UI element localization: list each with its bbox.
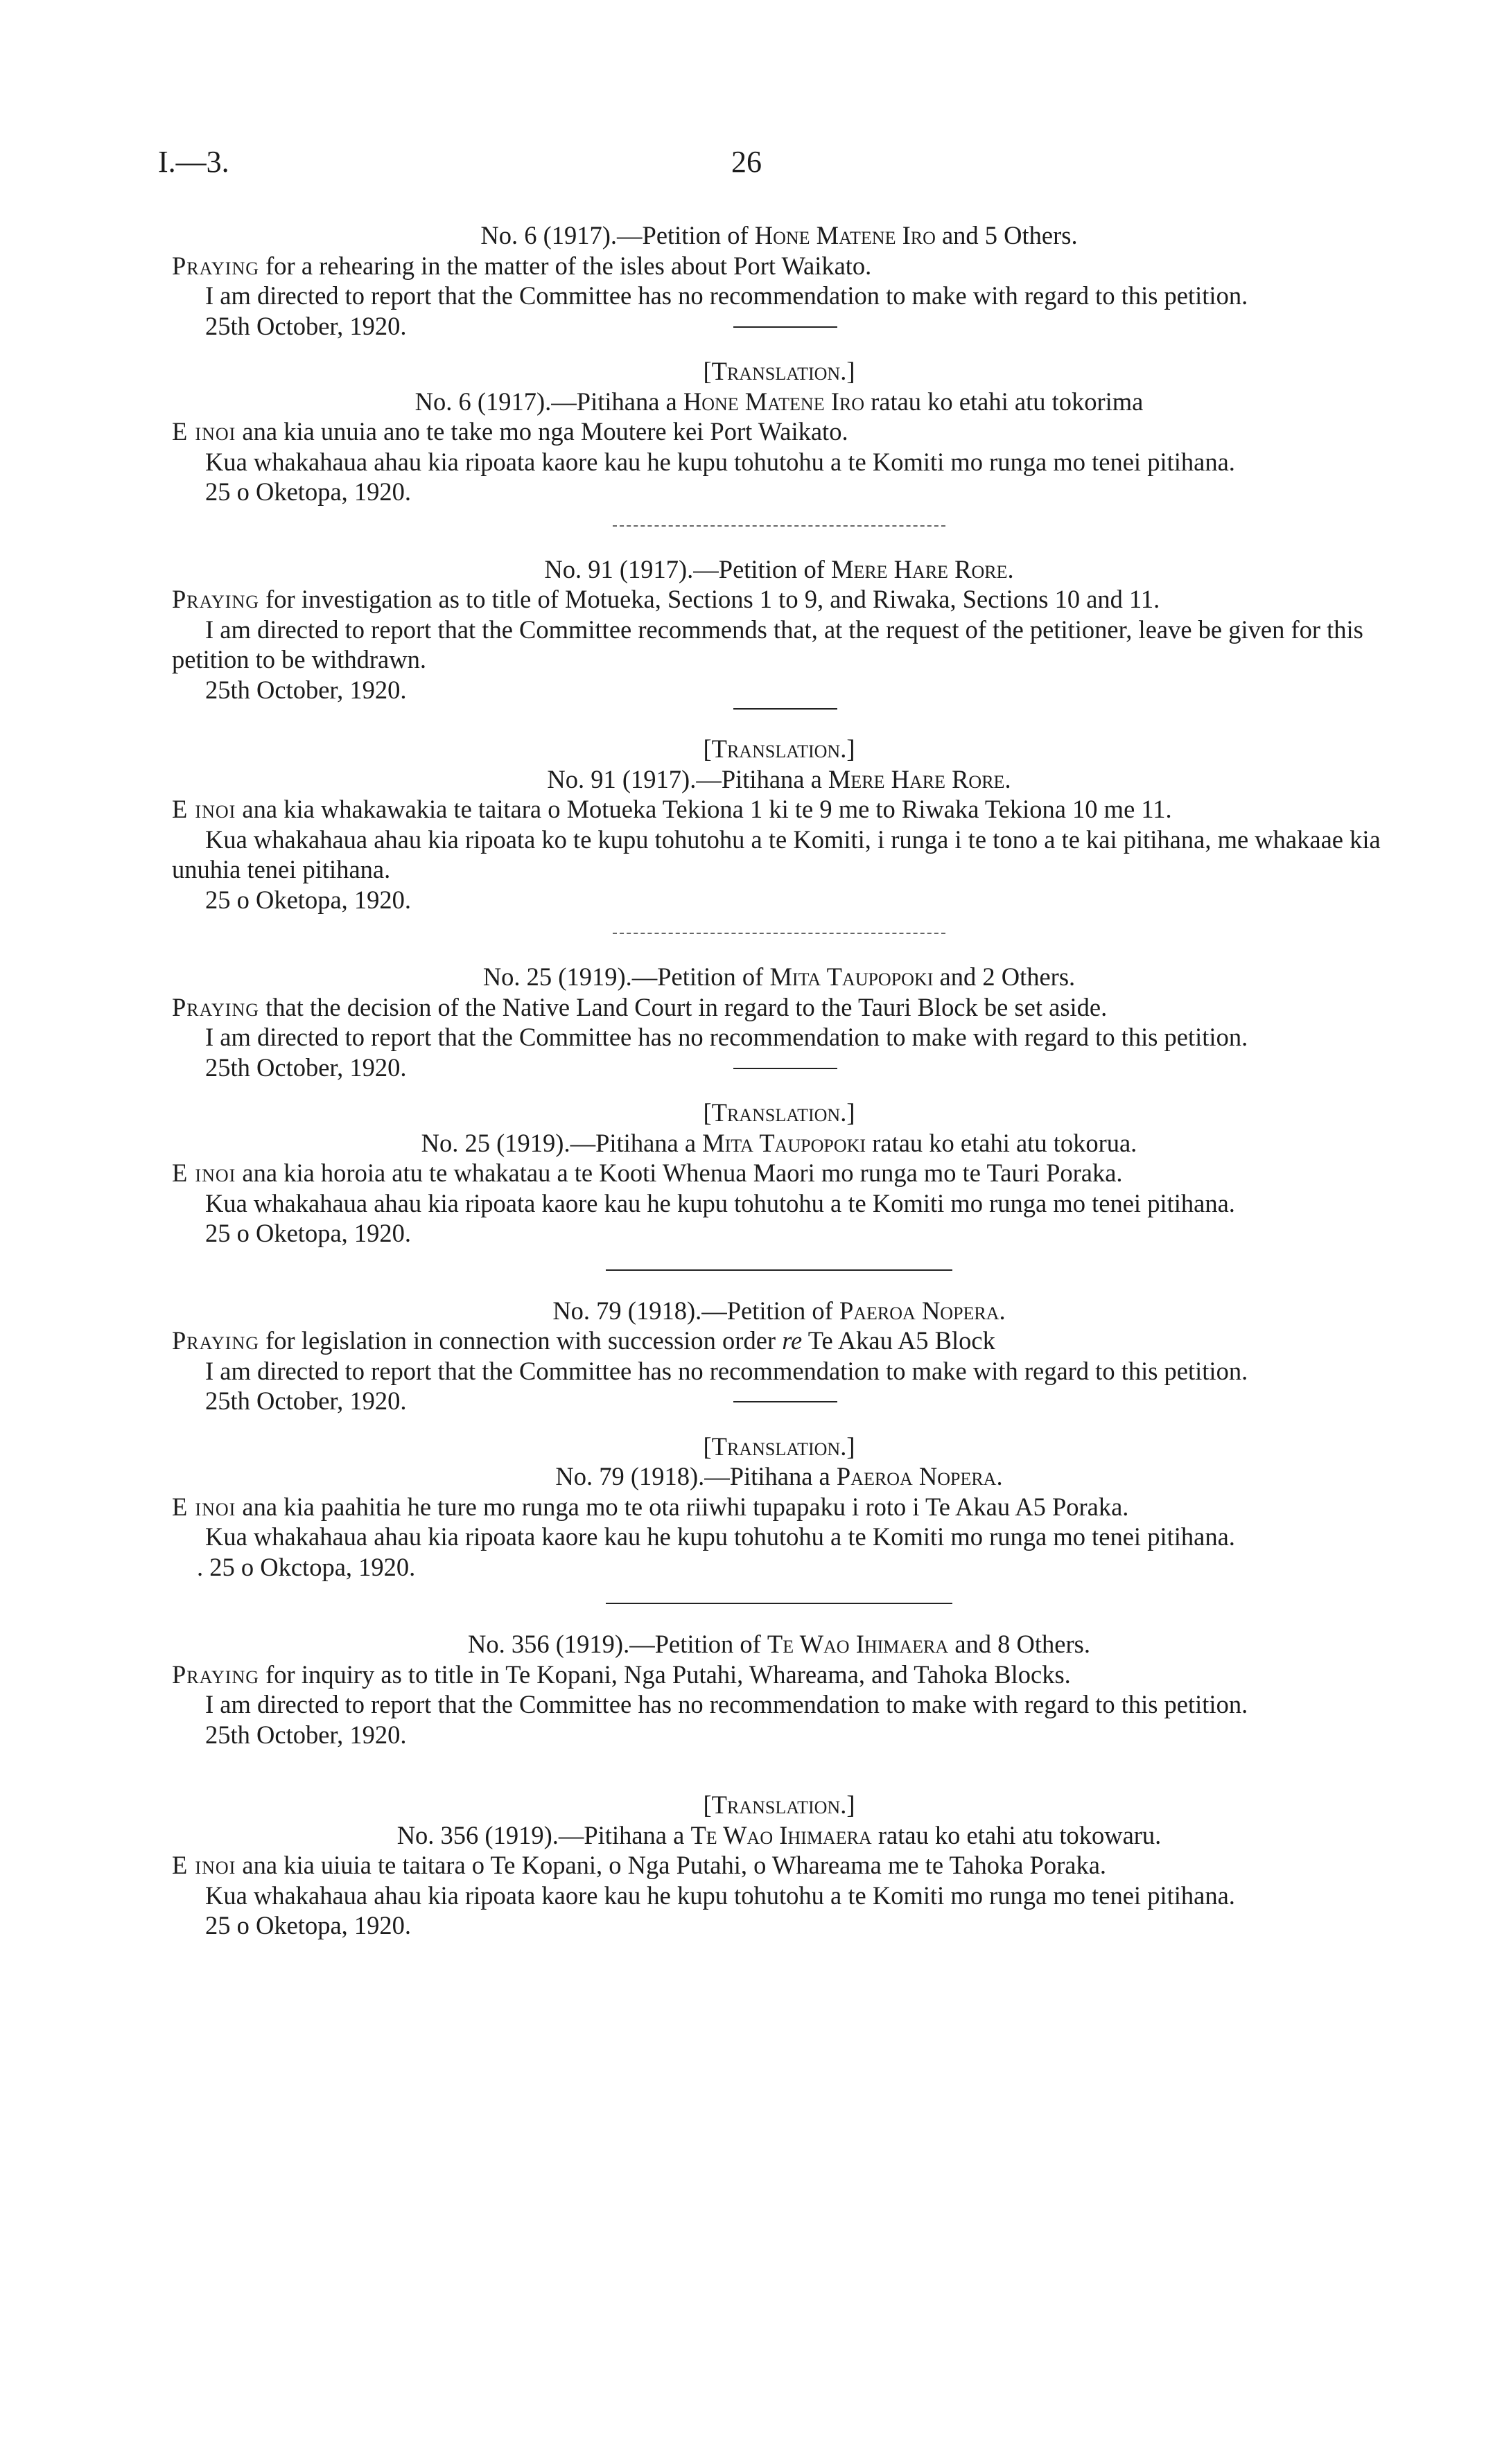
short-rule	[733, 708, 837, 710]
maori-date: 25 o Oketopa, 1920.	[205, 1219, 412, 1247]
translation-label: [Translation.]	[703, 1432, 855, 1461]
inoi-paragraph: E inoi ana kia whakawakia te taitara o Motueka Tekiona 1 ki te 9 me to Riwaka Tekiona 10 me 11.	[172, 795, 1172, 823]
dashed-separator	[613, 525, 945, 527]
section-reference: I.—3.	[158, 145, 229, 179]
maori-title: No. 25 (1919).—Pitihana a Mita Taupopoki ratau ko etahi atu tokorua.	[421, 1128, 1137, 1157]
petition-entry	[172, 220, 1386, 527]
petition-title: No. 91 (1917).—Petition of Mere Hare Rore.	[544, 554, 1014, 583]
report-paragraph: I am directed to report that the Committee recommends that, at the request of the petitioner, leave be given for this petition to be withdrawn.	[172, 615, 1363, 674]
maori-date: 25 o Oketopa, 1920.	[205, 1911, 412, 1939]
maori-title: No. 6 (1917).—Pitihana a Hone Matene Iro ratau ko etahi atu tokorima	[414, 387, 1144, 416]
maori-title: No. 79 (1918).—Pitihana a Paeroa Nopera.	[555, 1462, 1003, 1490]
section-separator	[606, 1603, 952, 1604]
petition-entry	[172, 962, 1386, 1271]
report-paragraph: I am directed to report that the Committee has no recommendation to make with regard to this petition.	[205, 1356, 1248, 1385]
page-number: 26	[731, 145, 762, 179]
maori-report-paragraph: Kua whakahaua ahau kia ripoata kaore kau he kupu tohutohu a te Komiti mo runga mo tenei pitihana.	[205, 1188, 1235, 1217]
report-date: 25th October, 1920.	[205, 1720, 407, 1749]
praying-paragraph: Praying for investigation as to title of Motueka, Sections 1 to 9, and Riwaka, Sections 10 and 11.	[172, 585, 1160, 613]
maori-date: 25 o Oketopa, 1920.	[205, 885, 412, 914]
inoi-paragraph: E inoi ana kia unuia ano te take mo nga Moutere kei Port Waikato.	[172, 417, 848, 446]
maori-report-paragraph: Kua whakahaua ahau kia ripoata ko te kupu tohutohu a te Komiti, i runga i te tono a te kai pitihana, me whakaae kia unuhia tenei pitihana.	[172, 825, 1381, 883]
maori-report-paragraph: Kua whakahaua ahau kia ripoata kaore kau he kupu tohutohu a te Komiti mo runga mo tenei pitihana.	[205, 1881, 1235, 1910]
translation-label: [Translation.]	[703, 734, 855, 763]
translation-label: [Translation.]	[703, 1790, 855, 1819]
praying-paragraph: Praying that the decision of the Native Land Court in regard to the Tauri Block be set aside.	[172, 992, 1108, 1021]
report-paragraph: I am directed to report that the Committee has no recommendation to make with regard to this petition.	[205, 1690, 1248, 1718]
translation-label: [Translation.]	[703, 1098, 855, 1127]
praying-paragraph: Praying for a rehearing in the matter of the isles about Port Waikato.	[172, 251, 872, 280]
report-date: 25th October, 1920.	[205, 1387, 407, 1415]
maori-date: 25 o Oketopa, 1920.	[205, 477, 412, 506]
short-rule	[733, 326, 837, 328]
report-date: 25th October, 1920.	[205, 1053, 407, 1082]
maori-date: . 25 o Okctopa, 1920.	[197, 1552, 416, 1581]
petition-title: No. 356 (1919).—Petition of Te Wao Ihimaera and 8 Others.	[468, 1630, 1090, 1658]
short-rule	[733, 1401, 837, 1402]
section-separator	[606, 1269, 952, 1271]
petition-title: No. 79 (1918).—Petition of Paeroa Nopera.	[552, 1296, 1006, 1325]
report-paragraph: I am directed to report that the Committee has no recommendation to make with regard to this petition.	[205, 1023, 1248, 1051]
maori-report-paragraph: Kua whakahaua ahau kia ripoata kaore kau he kupu tohutohu a te Komiti mo runga mo tenei pitihana.	[205, 1522, 1235, 1551]
inoi-paragraph: E inoi ana kia horoia atu te whakatau a te Kooti Whenua Maori mo runga mo te Tauri Poraka.	[172, 1159, 1123, 1187]
report-date: 25th October, 1920.	[205, 675, 407, 704]
maori-title: No. 356 (1919).—Pitihana a Te Wao Ihimaera ratau ko etahi atu tokowaru.	[396, 1820, 1162, 1849]
report-date: 25th October, 1920.	[205, 311, 407, 340]
translation-label: [Translation.]	[703, 357, 855, 385]
document-body	[172, 220, 1386, 1941]
petition-entry	[172, 1296, 1386, 1605]
praying-paragraph: Praying for inquiry as to title in Te Kopani, Nga Putahi, Whareama, and Tahoka Blocks.	[172, 1660, 1071, 1689]
petition-title: No. 25 (1919).—Petition of Mita Taupopoki and 2 Others.	[482, 962, 1076, 991]
inoi-paragraph: E inoi ana kia uiuia te taitara o Te Kopani, o Nga Putahi, o Whareama me te Tahoka Poraka.	[172, 1851, 1107, 1879]
report-paragraph: I am directed to report that the Committee has no recommendation to make with regard to this petition.	[205, 281, 1248, 310]
inoi-paragraph: E inoi ana kia paahitia he ture mo runga mo te ota riiwhi tupapaku i roto i Te Akau A5 Poraka.	[172, 1492, 1129, 1521]
petition-entry	[172, 554, 1386, 935]
praying-paragraph: Praying for legislation in connection with succession order re Te Akau A5 Block	[172, 1326, 995, 1355]
dashed-separator	[613, 933, 945, 934]
maori-title: No. 91 (1917).—Pitihana a Mere Hare Rore.	[547, 764, 1011, 793]
petition-entry	[172, 1629, 1386, 1941]
maori-report-paragraph: Kua whakahaua ahau kia ripoata kaore kau he kupu tohutohu a te Komiti mo runga mo tenei pitihana.	[205, 447, 1235, 476]
petition-title: No. 6 (1917).—Petition of Hone Matene Iro and 5 Others.	[480, 221, 1078, 249]
short-rule	[733, 1068, 837, 1069]
